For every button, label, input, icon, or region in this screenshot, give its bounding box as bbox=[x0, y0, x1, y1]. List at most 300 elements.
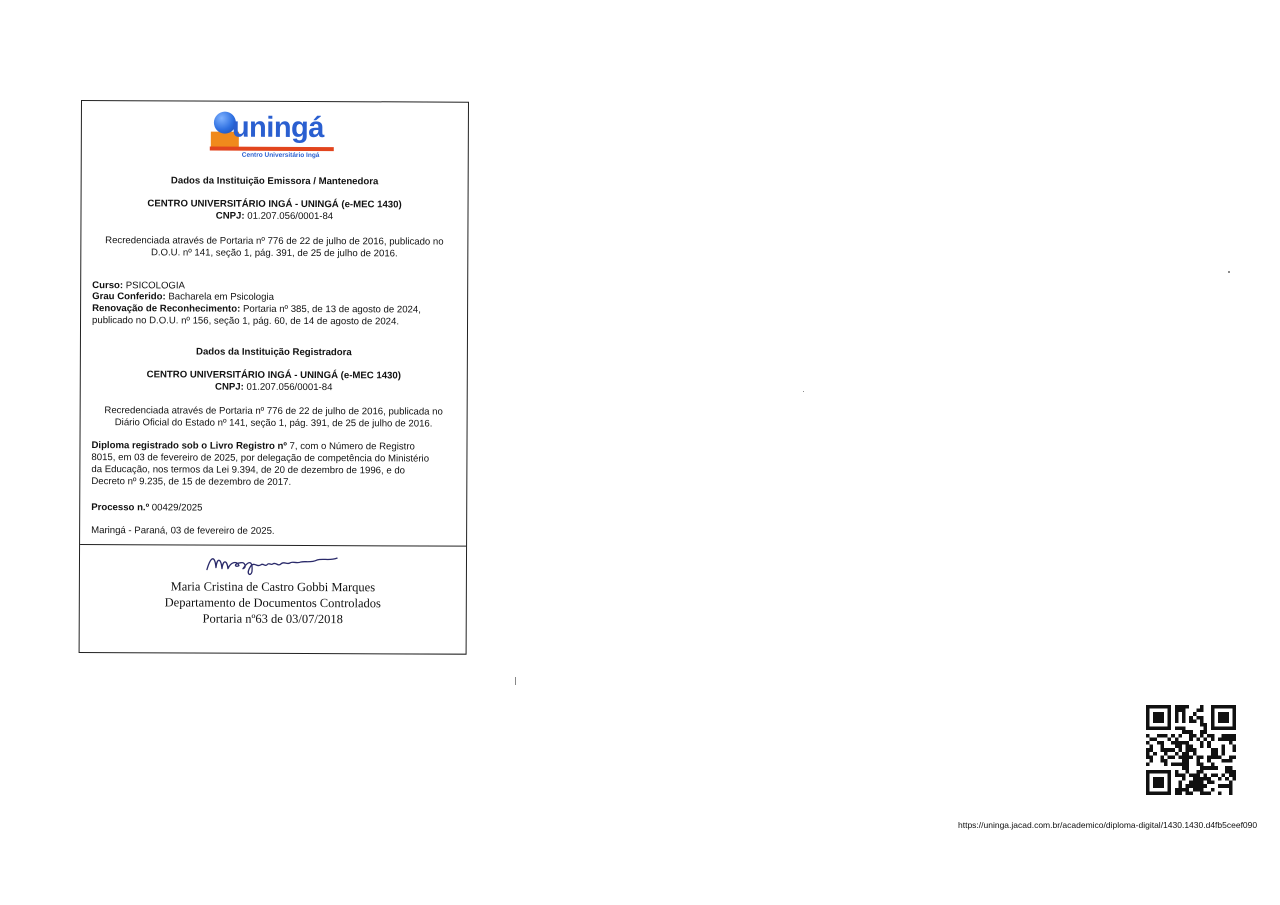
qr-module bbox=[1146, 752, 1150, 756]
qr-module bbox=[1200, 709, 1204, 713]
qr-module bbox=[1225, 784, 1229, 788]
qr-module bbox=[1160, 734, 1164, 738]
qr-module bbox=[1232, 734, 1236, 738]
qr-module bbox=[1218, 737, 1222, 741]
qr-module bbox=[1178, 763, 1182, 767]
local-data: Maringá - Paraná, 03 de fevereiro de 2025. bbox=[91, 525, 275, 537]
qr-module bbox=[1232, 712, 1236, 716]
signatory-department: Departamento de Documentos Controlados bbox=[164, 595, 381, 611]
qr-module bbox=[1150, 759, 1154, 763]
qr-module bbox=[1196, 755, 1200, 759]
renovacao-line2: publicado no D.O.U. nº 156, seção 1, pág. 60, de 14 de agosto de 2024. bbox=[92, 315, 400, 328]
emissora-cnpj bbox=[81, 210, 467, 224]
qr-module bbox=[1222, 745, 1226, 749]
registradora-heading: Dados da Instituição Registradora bbox=[196, 346, 352, 359]
qr-module bbox=[1232, 777, 1236, 781]
qr-module bbox=[1182, 755, 1186, 759]
qr-module bbox=[1229, 784, 1233, 788]
qr-module bbox=[1171, 763, 1175, 767]
qr-module bbox=[1160, 741, 1164, 745]
qr-module bbox=[1189, 745, 1193, 749]
qr-module bbox=[1204, 727, 1208, 731]
qr-module bbox=[1164, 727, 1168, 731]
qr-module bbox=[1182, 705, 1186, 709]
qr-module bbox=[1211, 719, 1215, 723]
registro-label: Diploma registrado sob o Livro Registro nº bbox=[91, 440, 287, 452]
qr-module bbox=[1160, 712, 1164, 716]
logo-subtitle: Centro Universitário Ingá bbox=[241, 151, 320, 160]
qr-module bbox=[1211, 723, 1215, 727]
qr-module bbox=[1186, 759, 1190, 763]
qr-module bbox=[1182, 773, 1186, 777]
qr-module bbox=[1193, 777, 1197, 781]
qr-module bbox=[1218, 716, 1222, 720]
qr-module bbox=[1146, 705, 1150, 709]
qr-module bbox=[1146, 777, 1150, 781]
qr-module bbox=[1200, 734, 1204, 738]
qr-module bbox=[1157, 781, 1161, 785]
qr-module bbox=[1182, 777, 1186, 781]
qr-module bbox=[1189, 730, 1193, 734]
qr-module bbox=[1178, 705, 1182, 709]
qr-module bbox=[1168, 748, 1172, 752]
renovacao-value: Portaria nº 385, de 13 de agosto de 2024, bbox=[240, 303, 421, 316]
qr-module bbox=[1214, 766, 1218, 770]
scan-speck bbox=[1228, 271, 1230, 273]
qr-module bbox=[1150, 727, 1154, 731]
qr-module bbox=[1229, 759, 1233, 763]
qr-module bbox=[1204, 723, 1208, 727]
qr-module bbox=[1211, 705, 1215, 709]
qr-module bbox=[1146, 788, 1150, 792]
qr-module bbox=[1200, 719, 1204, 723]
qr-module bbox=[1229, 770, 1233, 774]
qr-module bbox=[1214, 755, 1218, 759]
qr-module bbox=[1229, 734, 1233, 738]
qr-module bbox=[1225, 737, 1229, 741]
qr-module bbox=[1157, 712, 1161, 716]
qr-module bbox=[1229, 737, 1233, 741]
verification-qr-code[interactable] bbox=[1146, 705, 1236, 795]
qr-module bbox=[1222, 705, 1226, 709]
emissora-name: CENTRO UNIVERSITÁRIO INGÁ - UNINGÁ (e-MEC 1430) bbox=[147, 198, 402, 211]
qr-module bbox=[1189, 784, 1193, 788]
qr-module bbox=[1222, 784, 1226, 788]
qr-module bbox=[1146, 763, 1150, 767]
registradora-name: CENTRO UNIVERSITÁRIO INGÁ - UNINGÁ (e-MEC 1430) bbox=[146, 369, 401, 382]
qr-module bbox=[1225, 705, 1229, 709]
qr-module bbox=[1232, 709, 1236, 713]
qr-module bbox=[1200, 781, 1204, 785]
qr-module bbox=[1211, 734, 1215, 738]
qr-module bbox=[1168, 755, 1172, 759]
qr-module bbox=[1168, 709, 1172, 713]
registro-line4: Decreto nº 9.235, de 15 de dezembro de 2017. bbox=[91, 476, 292, 488]
qr-module bbox=[1200, 766, 1204, 770]
qr-module bbox=[1146, 719, 1150, 723]
qr-module bbox=[1146, 770, 1150, 774]
qr-module bbox=[1160, 770, 1164, 774]
qr-module bbox=[1225, 777, 1229, 781]
qr-module bbox=[1186, 788, 1190, 792]
qr-module bbox=[1218, 791, 1222, 795]
qr-module bbox=[1168, 788, 1172, 792]
qr-module bbox=[1160, 745, 1164, 749]
qr-module bbox=[1200, 723, 1204, 727]
qr-module bbox=[1222, 719, 1226, 723]
qr-module bbox=[1222, 734, 1226, 738]
qr-module bbox=[1232, 755, 1236, 759]
cnpj-value: 01.207.056/0001-84 bbox=[243, 381, 333, 394]
emissora-recred-line2: D.O.U. nº 141, seção 1, pág. 391, de 25 de julho de 2016. bbox=[150, 247, 398, 260]
registro-line3: da Educação, nos termos da Lei 9.394, de 20 de dezembro de 1996, e do bbox=[91, 464, 406, 477]
qr-module bbox=[1186, 705, 1190, 709]
qr-module bbox=[1175, 737, 1179, 741]
qr-module bbox=[1146, 791, 1150, 795]
qr-module bbox=[1232, 748, 1236, 752]
qr-module bbox=[1178, 788, 1182, 792]
qr-module bbox=[1150, 737, 1154, 741]
qr-module bbox=[1207, 766, 1211, 770]
grau-label: Grau Conferido: bbox=[92, 291, 166, 303]
qr-module bbox=[1189, 734, 1193, 738]
qr-module bbox=[1146, 773, 1150, 777]
qr-module bbox=[1178, 784, 1182, 788]
qr-module bbox=[1157, 784, 1161, 788]
cnpj-value: 01.207.056/0001-84 bbox=[244, 210, 334, 223]
renovacao-label: Renovação de Reconhecimento: bbox=[92, 303, 241, 315]
qr-module bbox=[1204, 784, 1208, 788]
qr-module bbox=[1146, 755, 1150, 759]
qr-module bbox=[1196, 763, 1200, 767]
qr-module bbox=[1193, 784, 1197, 788]
qr-module bbox=[1193, 788, 1197, 792]
qr-module bbox=[1182, 763, 1186, 767]
qr-module bbox=[1200, 741, 1204, 745]
qr-module bbox=[1175, 741, 1179, 745]
qr-module bbox=[1229, 705, 1233, 709]
logo-underline bbox=[210, 147, 334, 152]
qr-module bbox=[1178, 748, 1182, 752]
qr-module bbox=[1207, 745, 1211, 749]
qr-module bbox=[1193, 712, 1197, 716]
qr-module bbox=[1175, 745, 1179, 749]
qr-module bbox=[1207, 781, 1211, 785]
qr-module bbox=[1153, 737, 1157, 741]
qr-module bbox=[1168, 791, 1172, 795]
qr-module bbox=[1193, 734, 1197, 738]
qr-module bbox=[1168, 705, 1172, 709]
qr-module bbox=[1204, 791, 1208, 795]
qr-module bbox=[1160, 748, 1164, 752]
emissora-heading: Dados da Instituição Emissora / Mantenedora bbox=[170, 175, 379, 188]
qr-module bbox=[1168, 716, 1172, 720]
qr-module bbox=[1193, 719, 1197, 723]
qr-module bbox=[1164, 759, 1168, 763]
processo-label: Processo n.º bbox=[91, 502, 150, 514]
qr-module bbox=[1225, 770, 1229, 774]
qr-module bbox=[1175, 727, 1179, 731]
qr-module bbox=[1164, 770, 1168, 774]
qr-module bbox=[1229, 727, 1233, 731]
qr-module bbox=[1218, 712, 1222, 716]
qr-module bbox=[1207, 777, 1211, 781]
qr-module bbox=[1211, 748, 1215, 752]
qr-module bbox=[1229, 773, 1233, 777]
qr-module bbox=[1168, 784, 1172, 788]
qr-module bbox=[1168, 723, 1172, 727]
qr-module bbox=[1160, 784, 1164, 788]
qr-module bbox=[1232, 773, 1236, 777]
qr-module bbox=[1193, 748, 1197, 752]
qr-module bbox=[1146, 748, 1150, 752]
qr-module bbox=[1200, 763, 1204, 767]
qr-module bbox=[1153, 727, 1157, 731]
emissora-recred-line1: Recredenciada através de Portaria nº 776 de 22 de julho de 2016, publicado no bbox=[105, 235, 444, 248]
qr-module bbox=[1229, 755, 1233, 759]
qr-module bbox=[1196, 784, 1200, 788]
qr-module bbox=[1178, 734, 1182, 738]
qr-module bbox=[1204, 773, 1208, 777]
qr-module bbox=[1207, 759, 1211, 763]
qr-module bbox=[1153, 719, 1157, 723]
qr-module bbox=[1232, 727, 1236, 731]
qr-module bbox=[1182, 712, 1186, 716]
section-divider bbox=[80, 544, 466, 547]
qr-module bbox=[1229, 791, 1233, 795]
qr-module bbox=[1160, 719, 1164, 723]
qr-module bbox=[1168, 770, 1172, 774]
qr-module bbox=[1178, 709, 1182, 713]
qr-module bbox=[1164, 791, 1168, 795]
scan-speck bbox=[803, 391, 804, 392]
qr-module bbox=[1204, 737, 1208, 741]
qr-module bbox=[1175, 705, 1179, 709]
qr-module bbox=[1146, 716, 1150, 720]
qr-module bbox=[1153, 712, 1157, 716]
qr-module bbox=[1186, 741, 1190, 745]
qr-module bbox=[1171, 755, 1175, 759]
qr-module bbox=[1222, 712, 1226, 716]
qr-module bbox=[1175, 719, 1179, 723]
qr-module bbox=[1168, 737, 1172, 741]
qr-module bbox=[1232, 745, 1236, 749]
qr-module bbox=[1211, 763, 1215, 767]
qr-module bbox=[1182, 788, 1186, 792]
qr-module bbox=[1222, 737, 1226, 741]
qr-module bbox=[1146, 727, 1150, 731]
qr-module bbox=[1175, 752, 1179, 756]
cnpj-label: CNPJ: bbox=[215, 210, 245, 222]
qr-module bbox=[1146, 734, 1150, 738]
qr-module bbox=[1207, 755, 1211, 759]
qr-module bbox=[1193, 752, 1197, 756]
qr-module bbox=[1178, 781, 1182, 785]
qr-module bbox=[1175, 712, 1179, 716]
logo-wordmark: uningá bbox=[231, 111, 324, 145]
qr-module bbox=[1175, 788, 1179, 792]
qr-module bbox=[1150, 748, 1154, 752]
qr-module bbox=[1175, 770, 1179, 774]
qr-module bbox=[1200, 788, 1204, 792]
qr-module bbox=[1157, 777, 1161, 781]
qr-module bbox=[1175, 763, 1179, 767]
qr-module bbox=[1196, 709, 1200, 713]
qr-module bbox=[1211, 773, 1215, 777]
qr-module bbox=[1229, 788, 1233, 792]
qr-module bbox=[1160, 759, 1164, 763]
registradora-recred-line1: Recredenciada através de Portaria nº 776 de 22 de julho de 2016, publicada no bbox=[104, 405, 443, 418]
qr-module bbox=[1189, 755, 1193, 759]
qr-module bbox=[1171, 734, 1175, 738]
qr-module bbox=[1189, 716, 1193, 720]
qr-module bbox=[1146, 741, 1150, 745]
qr-module bbox=[1211, 716, 1215, 720]
qr-module bbox=[1225, 734, 1229, 738]
qr-module bbox=[1153, 781, 1157, 785]
qr-module bbox=[1150, 705, 1154, 709]
qr-module bbox=[1218, 719, 1222, 723]
qr-module bbox=[1225, 759, 1229, 763]
qr-module bbox=[1200, 784, 1204, 788]
qr-module bbox=[1182, 759, 1186, 763]
qr-module bbox=[1178, 727, 1182, 731]
registro-line2: 8015, em 03 de fevereiro de 2025, por delegação de competência do Ministério bbox=[91, 452, 430, 465]
qr-module bbox=[1182, 727, 1186, 731]
qr-module bbox=[1189, 719, 1193, 723]
qr-module bbox=[1232, 719, 1236, 723]
qr-module bbox=[1204, 766, 1208, 770]
qr-module bbox=[1225, 727, 1229, 731]
qr-module bbox=[1232, 705, 1236, 709]
qr-module bbox=[1157, 727, 1161, 731]
qr-module bbox=[1146, 709, 1150, 713]
qr-module bbox=[1196, 777, 1200, 781]
qr-module bbox=[1157, 716, 1161, 720]
qr-module bbox=[1225, 716, 1229, 720]
qr-module bbox=[1232, 723, 1236, 727]
qr-module bbox=[1153, 705, 1157, 709]
qr-module bbox=[1168, 777, 1172, 781]
qr-module bbox=[1225, 766, 1229, 770]
qr-module bbox=[1146, 781, 1150, 785]
registradora-recred-line2: Diário Oficial do Estado nº 141, seção 1, pág. 391, de 25 de julho de 2016. bbox=[114, 417, 433, 430]
qr-module bbox=[1207, 791, 1211, 795]
qr-module bbox=[1178, 755, 1182, 759]
qr-module bbox=[1232, 737, 1236, 741]
qr-module bbox=[1186, 784, 1190, 788]
qr-module bbox=[1150, 745, 1154, 749]
qr-module bbox=[1182, 730, 1186, 734]
qr-module bbox=[1157, 741, 1161, 745]
qr-module bbox=[1214, 727, 1218, 731]
qr-module bbox=[1218, 727, 1222, 731]
qr-module bbox=[1160, 781, 1164, 785]
registration-stamp bbox=[79, 100, 469, 655]
verification-url[interactable]: https://uninga.jacad.com.br/academico/diploma-digital/1430.1430.d4fb5ceef090 bbox=[958, 820, 1258, 830]
qr-module bbox=[1153, 770, 1157, 774]
qr-module bbox=[1175, 716, 1179, 720]
qr-module bbox=[1157, 705, 1161, 709]
curso-value: PSICOLOGIA bbox=[123, 280, 185, 292]
handwritten-signature bbox=[205, 552, 345, 579]
qr-module bbox=[1200, 777, 1204, 781]
qr-module bbox=[1211, 727, 1215, 731]
qr-module bbox=[1153, 752, 1157, 756]
qr-module bbox=[1186, 730, 1190, 734]
qr-module bbox=[1200, 770, 1204, 774]
cnpj-label: CNPJ: bbox=[215, 381, 244, 393]
qr-module bbox=[1232, 716, 1236, 720]
qr-module bbox=[1196, 759, 1200, 763]
qr-module bbox=[1218, 705, 1222, 709]
qr-module bbox=[1186, 770, 1190, 774]
qr-module bbox=[1146, 723, 1150, 727]
qr-module bbox=[1157, 770, 1161, 774]
qr-module bbox=[1222, 748, 1226, 752]
qr-module bbox=[1193, 773, 1197, 777]
qr-module bbox=[1160, 716, 1164, 720]
qr-module bbox=[1164, 763, 1168, 767]
qr-module bbox=[1193, 781, 1197, 785]
qr-module bbox=[1189, 737, 1193, 741]
qr-module bbox=[1189, 781, 1193, 785]
qr-module bbox=[1178, 791, 1182, 795]
qr-module bbox=[1160, 755, 1164, 759]
qr-module bbox=[1211, 712, 1215, 716]
qr-module bbox=[1157, 791, 1161, 795]
curso-label: Curso: bbox=[92, 280, 124, 292]
qr-module bbox=[1225, 719, 1229, 723]
qr-module bbox=[1168, 727, 1172, 731]
registro-line1-rest: 7, com o Número de Registro bbox=[286, 440, 415, 453]
qr-module bbox=[1229, 741, 1233, 745]
qr-module bbox=[1175, 791, 1179, 795]
qr-module bbox=[1178, 745, 1182, 749]
scan-speck bbox=[515, 677, 516, 685]
qr-module bbox=[1200, 791, 1204, 795]
qr-module bbox=[1186, 755, 1190, 759]
qr-module bbox=[1186, 748, 1190, 752]
qr-module bbox=[1211, 766, 1215, 770]
qr-module bbox=[1182, 741, 1186, 745]
qr-module bbox=[1214, 773, 1218, 777]
qr-module bbox=[1229, 781, 1233, 785]
qr-module bbox=[1200, 755, 1204, 759]
qr-module bbox=[1171, 741, 1175, 745]
qr-module bbox=[1222, 752, 1226, 756]
qr-module bbox=[1153, 716, 1157, 720]
qr-module bbox=[1164, 734, 1168, 738]
qr-module bbox=[1157, 734, 1161, 738]
registradora-cnpj bbox=[81, 381, 467, 395]
qr-module bbox=[1207, 741, 1211, 745]
qr-module bbox=[1204, 730, 1208, 734]
qr-module bbox=[1153, 777, 1157, 781]
qr-module bbox=[1211, 752, 1215, 756]
qr-module bbox=[1186, 791, 1190, 795]
qr-module bbox=[1222, 773, 1226, 777]
qr-module bbox=[1200, 705, 1204, 709]
qr-module bbox=[1189, 791, 1193, 795]
qr-module bbox=[1196, 781, 1200, 785]
qr-module bbox=[1182, 719, 1186, 723]
qr-module bbox=[1196, 770, 1200, 774]
qr-module bbox=[1225, 712, 1229, 716]
processo-value: 00429/2025 bbox=[149, 502, 203, 514]
qr-module bbox=[1196, 773, 1200, 777]
qr-module bbox=[1222, 759, 1226, 763]
